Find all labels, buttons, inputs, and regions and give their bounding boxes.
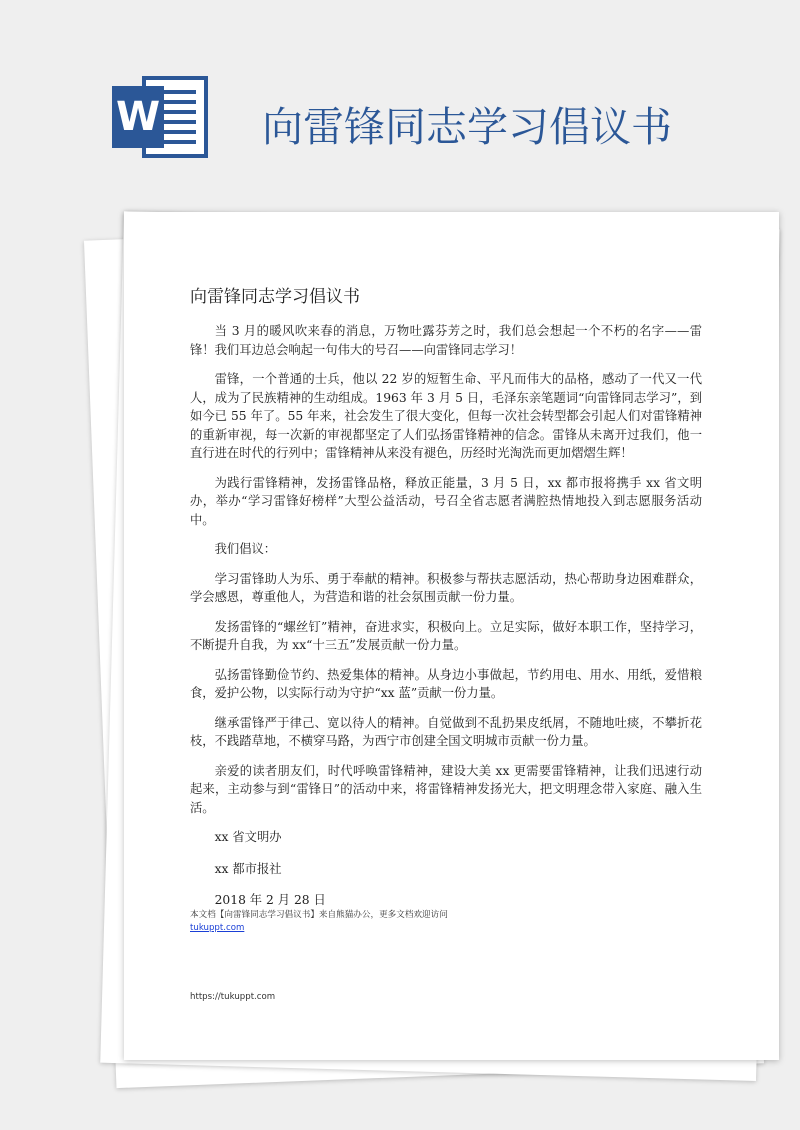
paragraph: 当 3 月的暖风吹来春的消息，万物吐露芬芳之时，我们总会想起一个不朽的名字——雷锋！我们耳边总会响起一句伟大的号召——向雷锋同志学习！ [190,324,702,357]
paragraph: 继承雷锋严于律己、宽以待人的精神。自觉做到不乱扔果皮纸屑，不随地吐痰，不攀折花枝，不践踏草地，不横穿马路，为西宁市创建全国文明城市贡献一份力量。 [190,715,702,748]
footer-note-text: 本文档【向雷锋同志学习倡议书】来自熊猫办公，更多文档欢迎访问 [190,910,448,920]
signature-newspaper: xx 都市报社 [214,861,282,876]
paragraph: 雷锋，一个普通的士兵，他以 22 岁的短暂生命、平凡而伟大的品格，感动了一代又一代人，成为了民族精神的生动组成。1963 年 3 月 5 日，毛泽东亲笔题词“向雷锋同志学习”，到如今已 55 年了。55 年来，社会发生了很大变化，但每一次社会转型都会引起人们对雷锋精神的重新审视，每一次新的审视都坚定了人们弘扬雷锋精神的信念。雷锋从未离开过我们，他一直行进在时代的行列中；雷锋精神从来没有褪色，历经时光淘洗而更加熠熠生辉！ [190,372,702,460]
header-title: 向雷锋同志学习倡议书 [262,103,672,151]
footer-link[interactable]: tukuppt.com [190,923,245,933]
bottom-url[interactable]: https://tukuppt.com [190,992,276,1002]
paragraph: 亲爱的读者朋友们，时代呼唤雷锋精神，建设大美 xx 更需要雷锋精神，让我们迅速行动起来，主动参与到“雷锋日”的活动中来，将雷锋精神发扬光大，把文明理念带入家庭、融入生活。 [190,763,702,815]
document-title: 向雷锋同志学习倡议书 [190,287,360,307]
signature-date: 2018 年 2 月 28 日 [214,893,326,907]
word-document-icon [112,72,208,162]
footer-note [190,909,670,935]
paragraph: 学习雷锋助人为乐、勇于奉献的精神。积极参与帮扶志愿活动，热心帮助身边困难群众，学会感恩，尊重他人，为营造和谐的社会氛围贡献一份力量。 [190,571,702,604]
word-logo-letter: W [112,86,164,148]
paragraph: 发扬雷锋的“螺丝钉”精神，奋进求实，积极向上。立足实际，做好本职工作，坚持学习，不断提升自我，为 xx“十三五”发展贡献一份力量。 [190,619,702,652]
document-body [190,322,702,923]
paragraph: 弘扬雷锋勤俭节约、热爱集体的精神。从身边小事做起，节约用电、用水、用纸，爱惜粮食，爱护公物，以实际行动为守护“xx 蓝”贡献一份力量。 [190,667,702,700]
paragraph: 为践行雷锋精神，发扬雷锋品格，释放正能量，3 月 5 日，xx 都市报将携手 xx 省文明办，举办“学习雷锋好榜样”大型公益活动，号召全省志愿者满腔热情地投入到志愿服务活动中。 [190,475,702,527]
paragraph: 我们倡议： [214,542,277,556]
signature-organization: xx 省文明办 [214,830,282,844]
header-banner [0,0,800,200]
document-page [124,212,779,1060]
